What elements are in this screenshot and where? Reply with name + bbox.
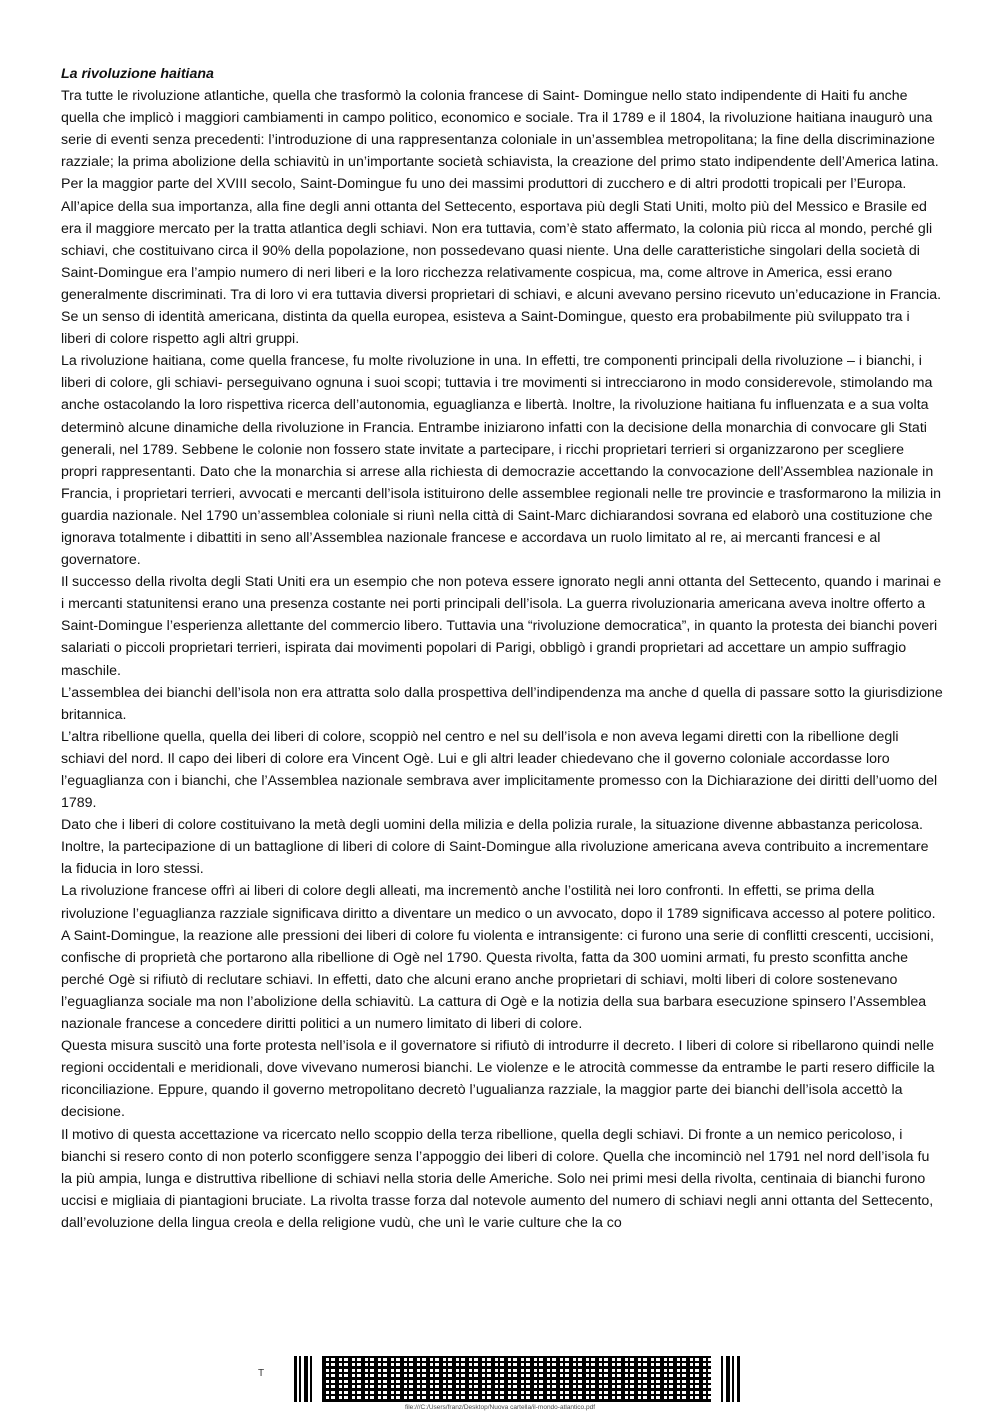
file-path-footer: file:///C:/Users/franz/Desktop/Nuova cartella/il-mondo-atlantico.pdf (404, 1404, 596, 1411)
barcode-matrix (322, 1356, 711, 1402)
paragraph: Per la maggior parte del XVIII secolo, Saint-Domingue fu uno dei massimi produttori di zucchero e di altri prodotti tropicali per l’Europa. All’apice della sua importanza, alla fine degli anni ottanta del Settecento, esportava più degli Stati Uniti, molto più del Messico e Brasile ed era il maggiore mercato per la tratta atlantica degli schiavi. Non era tuttavia, com’è stato affermato, la colonia più ricca al mondo, perché gli schiavi, che costituivano circa il 90% della popolazione, non possedevano quasi niente. Una delle caratteristiche singolari della società di Saint-Domingue era l’ampio numero di neri liberi e la loro ricchezza relativamente cospicua, ma, come altrove in America, essi erano generalmente discriminati. Tra di loro vi era tuttavia diversi proprietari di schiavi, e alcuni avevano persino ricevuto un’educazione in Francia. Se un senso di identità americana, distinta da quella europea, esisteva a Saint-Domingue, questo era probabilmente più sviluppato tra i liberi di colore rispetto agli altri gruppi. (61, 176, 942, 348)
paragraph: Dato che i liberi di colore costituivano la metà degli uomini della milizia e della polizia rurale, la situazione divenne abbastanza pericolosa. Inoltre, la partecipazione di un battaglione di liberi di colore di Saint-Domingue alla rivoluzione americana aveva contribuito a incrementare la fiducia in loro stessi. (61, 817, 929, 878)
paragraph: Il successo della rivolta degli Stati Uniti era un esempio che non poteva essere ignorato negli anni ottanta del Settecento, quando i marinai e i mercanti statunitensi erano una presenza costante nei porti principali dell’isola. La guerra rivoluzionaria americana aveva inoltre offerto a Saint-Domingue l’esperienza allettante del commercio libero. Tuttavia una “rivoluzione democratica”, in quanto la protesta dei bianchi poveri salariati o piccoli proprietari terrieri, ispirata dai movimenti popolari di Parigi, obbligò i grandi proprietari ad accettare un ampio suffragio maschile. (61, 574, 942, 679)
paragraph: La rivoluzione francese offrì ai liberi di colore degli alleati, ma incrementò anche l’ostilità nei loro confronti. In effetti, se prima della rivoluzione l’eguaglianza razziale significava diritto a diventare un medico o un avvocato, dopo il 1789 significava accesso al potere politico. (61, 883, 936, 922)
paragraph: Questa misura suscitò una forte protesta nell’isola e il governatore si rifiutò di introdurre il decreto. I liberi di colore si ribellarono quindi nelle regioni occidentali e meridionali, dove vivevano numerosi bianchi. Le violenze e le atrocità commesse da entrambe le parti resero difficile la riconciliazione. Eppure, quando il governo metropolitano decretò l’ugualianza razziale, la maggior parte dei bianchi dell’isola accettò la decisione. (61, 1038, 935, 1121)
paragraph: L’altra ribellione quella, quella dei liberi di colore, scoppiò nel centro e nel su dell’isola e non aveva legami diretti con la ribellione degli schiavi del nord. Il capo dei liberi di colore era Vincent Ogè. Lui e gli altri leader chiedevano che il governo coloniale accordasse loro l’eguaglianza con i bianchi, che l’Assemblea nazionale sembrava aver implicitamente promesso con la Dichiarazione dei diritti dell’uomo del 1789. (61, 728, 938, 812)
barcode-image (294, 1356, 740, 1402)
paragraph: Il motivo di questa accettazione va ricercato nello scoppio della terza ribellione, quella degli schiavi. Di fronte a un nemico pericoloso, i bianchi si resero conto di non poterlo sconfiggere senza l’appoggio dei liberi di colore. Quella che incominciò nel 1791 nel nord dell’isola fu la più ampia, lunga e distruttiva ribellione di schiavi nella storia delle Americhe. Solo nei primi mesi della rivolta, centinaia di bianchi furono uccisi e migliaia di piantagioni bruciate. La rivolta trasse forza dal notevole aumento del numero di schiavi negli anni ottanta del Settecento, dall’evoluzione della lingua creola e della religione vudù, che unì le varie culture che la co (61, 1126, 934, 1231)
paragraph: La rivoluzione haitiana, come quella francese, fu molte rivoluzione in una. In effetti, tre componenti principali della rivoluzione – i bianchi, i liberi di colore, gli schiavi- perseguivano ognuna i suoi scopi; tuttavia i tre movimenti si intrecciarono in modo considerevole, stimolando ma anche ostacolando la loro rispettiva ricerca dell’autonomia, eguaglianza e libertà. Inoltre, la rivoluzione haitiana fu influenzata e a sua volta determinò alcune dinamiche della rivoluzione in Francia. Entrambe iniziarono infatti con la decisione della monarchia di convocare gli Stati generali, nel 1789. Sebbene le colonie non fossero state invitate a partecipare, i ricchi proprietari terrieri si organizzarono per scegliere propri rappresentanti. Dato che la monarchia si arrese alla richiesta di democrazie accettando la convocazione dell’Assemblea nazionale in Francia, i proprietari terrieri, avvocati e mercanti dell’isola istituirono delle assemblee regionali nelle tre provincie e trasformarono la milizia in guardia nazionale. Nel 1790 un’assemblea coloniale si riunì nella città di Saint-Marc dichiarandosi sovrana ed elaborò una costituzione che ignorava totalmente i dibattiti in seno all’Assemblea nazionale francese e accordava un ruolo limitato al re, ai mercanti francesi e al governatore. (61, 353, 942, 569)
paragraph: A Saint-Domingue, la reazione alle pressioni dei liberi di colore fu violenta e intransigente: ci furono una serie di conflitti crescenti, uccisioni, confische di proprietà che portarono alla ribellione di Ogè nel 1790. Questa rivolta, fatta da 300 uomini armati, fu presto sconfitta anche perché Ogè si rifiutò di reclutare schiavi. In effetti, dato che alcuni erano anche proprietari di schiavi, molti liberi di colore sostenevano l’eguaglianza sociale ma non l’abolizione della schiavitù. La cattura di Ogè e la notizia della sua barbara esecuzione spinsero l’Assemblea nazionale francese a concedere diritti politici a un numero limitato di liberi di colore. (61, 927, 934, 1033)
paragraph: Tra tutte le rivoluzione atlantiche, quella che trasformò la colonia francese di Saint- Domingue nello stato indipendente di Haiti fu anche quella che implicò i maggiori cambiamenti in campo politico, economico e sociale. Tra il 1789 e il 1804, la rivoluzione haitiana inaugurò una serie di eventi senza precedenti: l’introduzione di una rappresentanza coloniale in un’assemblea metropolitana; la fine della discriminazione razziale; la prima abolizione della schiavitù in un’importante società schiavista, la creazione del primo stato indipendente dell’America latina. (61, 88, 939, 171)
document-title: La rivoluzione haitiana (61, 66, 214, 82)
stray-character: T (258, 1368, 265, 1379)
paragraph: L’assemblea dei bianchi dell’isola non era attratta solo dalla prospettiva dell’indipendenza ma anche d quella di passare sotto la giurisdizione britannica. (61, 684, 943, 723)
document-body (61, 63, 943, 1234)
